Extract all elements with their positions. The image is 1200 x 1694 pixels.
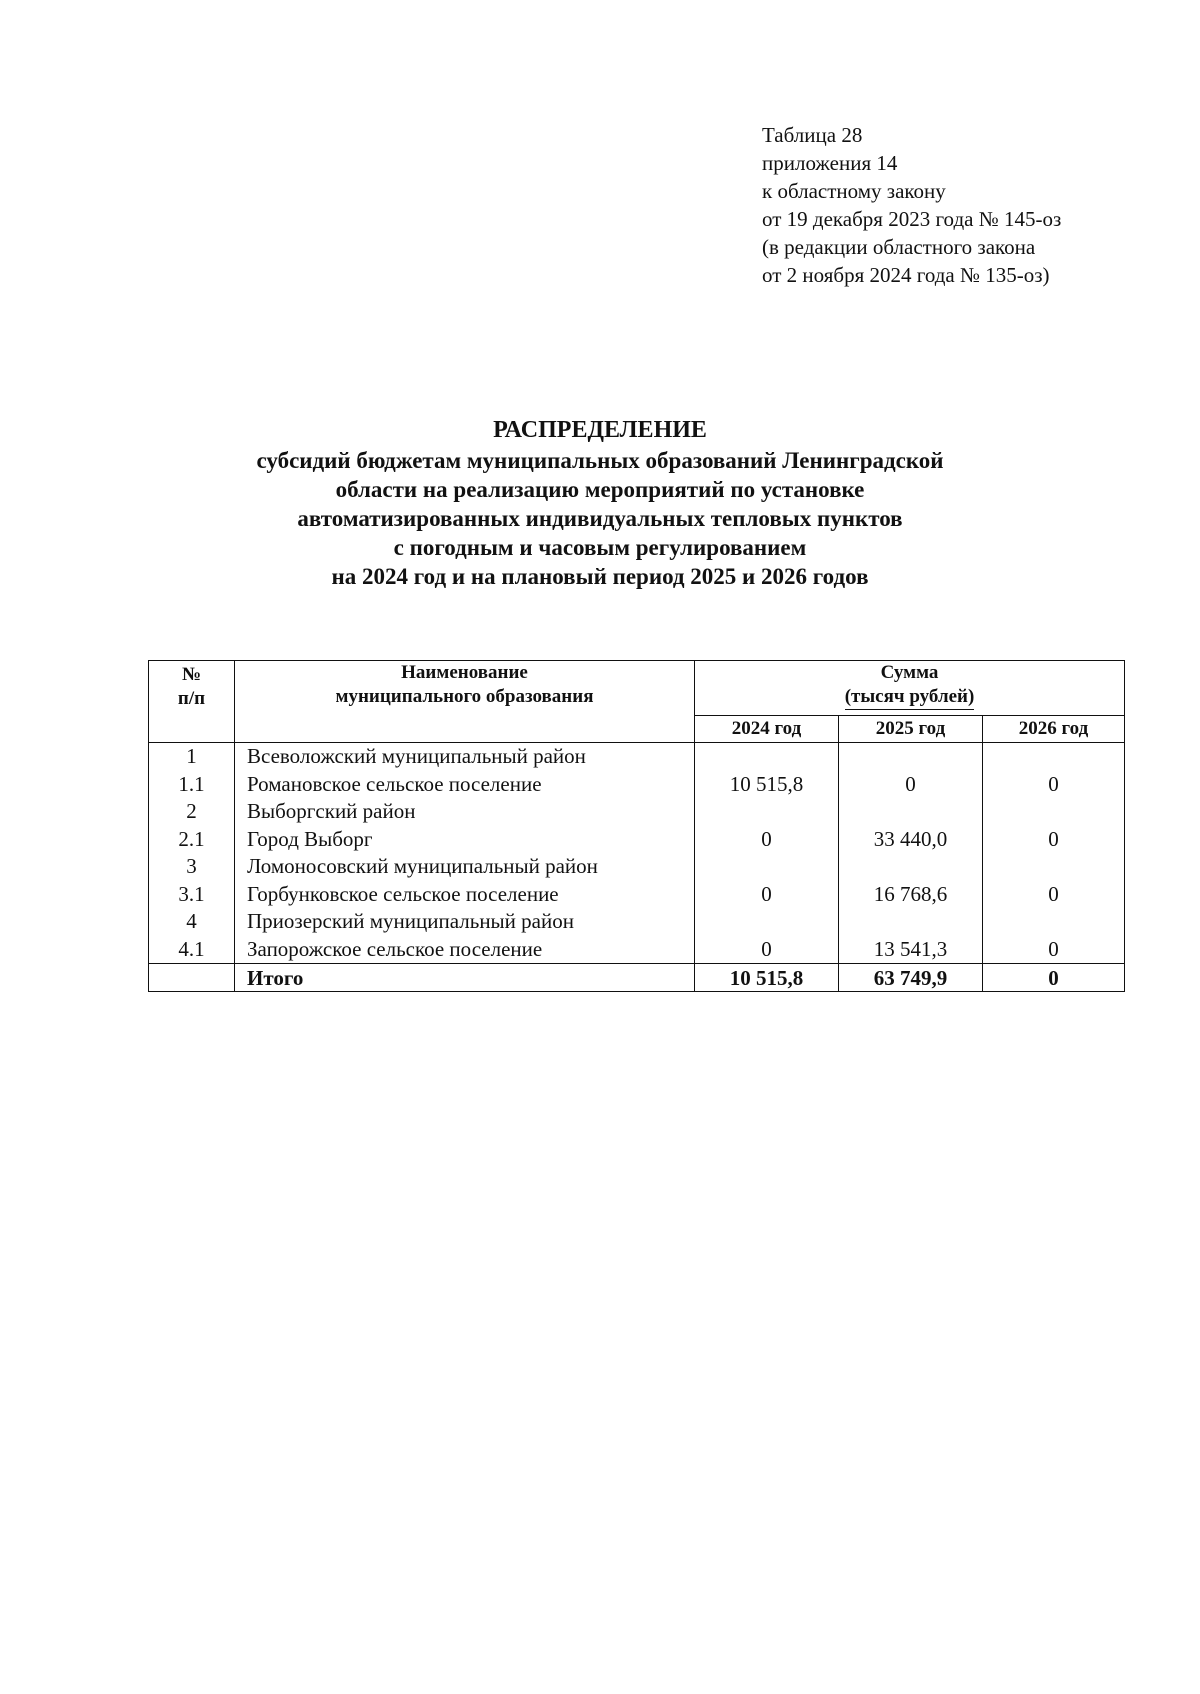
title-line: области на реализацию мероприятий по установке xyxy=(335,477,865,502)
row-value-2025: 0 xyxy=(839,771,983,799)
row-value-2025 xyxy=(839,853,983,881)
row-value-2026: 0 xyxy=(983,826,1125,854)
row-number: 1 xyxy=(149,743,235,771)
row-municipality: Приозерский муниципальный район xyxy=(235,908,695,936)
total-value-2026: 0 xyxy=(983,964,1125,992)
title-line: на 2024 год и на плановый период 2025 и 2026 годов xyxy=(331,564,869,589)
header-year-2024: 2024 год xyxy=(695,716,839,743)
row-number: 3 xyxy=(149,853,235,881)
row-value-2026: 0 xyxy=(983,771,1125,799)
reference-line-revision: (в редакции областного закона xyxy=(762,235,1036,259)
row-municipality: Город Выборг xyxy=(235,826,695,854)
header-sum-line1: Сумма xyxy=(880,662,939,683)
table-row xyxy=(149,798,1125,826)
row-municipality: Ломоносовский муниципальный район xyxy=(235,853,695,881)
reference-line-law-date: от 19 декабря 2023 года № 145-оз xyxy=(762,207,1062,231)
row-value-2025: 13 541,3 xyxy=(839,936,983,964)
row-number: 2 xyxy=(149,798,235,826)
row-municipality: Романовское сельское поселение xyxy=(235,771,695,799)
header-name xyxy=(235,661,695,743)
row-number: 4 xyxy=(149,908,235,936)
row-value-2024: 0 xyxy=(695,881,839,909)
header-number xyxy=(149,661,235,743)
row-value-2026: 0 xyxy=(983,881,1125,909)
header-year-2026: 2026 год xyxy=(983,716,1125,743)
title-line: с погодным и часовым регулированием xyxy=(393,535,807,560)
table-row xyxy=(149,771,1125,799)
row-value-2026 xyxy=(983,798,1125,826)
reference-line-table-number: Таблица 28 xyxy=(762,123,863,147)
header-number-symbol: № xyxy=(181,664,202,685)
row-value-2024: 0 xyxy=(695,826,839,854)
subsidy-distribution-table xyxy=(148,660,1125,992)
row-value-2025 xyxy=(839,908,983,936)
reference-line-law: к областному закону xyxy=(762,179,946,203)
row-number: 4.1 xyxy=(149,936,235,964)
row-municipality: Запорожское сельское поселение xyxy=(235,936,695,964)
row-value-2026 xyxy=(983,853,1125,881)
table-row xyxy=(149,936,1125,964)
title-line: субсидий бюджетам муниципальных образований Ленинградской xyxy=(256,448,944,473)
title-line: автоматизированных индивидуальных тепловых пунктов xyxy=(297,506,903,531)
header-sum xyxy=(695,661,1125,716)
table-row xyxy=(149,881,1125,909)
table-row xyxy=(149,826,1125,854)
row-value-2026 xyxy=(983,908,1125,936)
row-value-2025 xyxy=(839,798,983,826)
table-row xyxy=(149,743,1125,771)
row-number: 1.1 xyxy=(149,771,235,799)
table-row xyxy=(149,908,1125,936)
row-number: 3.1 xyxy=(149,881,235,909)
header-name-line1: Наименование xyxy=(401,662,528,683)
row-value-2024 xyxy=(695,853,839,881)
row-value-2024: 0 xyxy=(695,936,839,964)
row-municipality: Выборгский район xyxy=(235,798,695,826)
reference-line-appendix: приложения 14 xyxy=(762,151,898,175)
header-year-2025: 2025 год xyxy=(839,716,983,743)
title-heading: РАСПРЕДЕЛЕНИЕ xyxy=(493,417,707,443)
total-row xyxy=(149,964,1125,992)
row-value-2024 xyxy=(695,908,839,936)
row-municipality: Всеволожский муниципальный район xyxy=(235,743,695,771)
total-value-2025: 63 749,9 xyxy=(839,964,983,992)
header-name-line2: муниципального образования xyxy=(335,686,594,707)
total-label: Итого xyxy=(235,964,695,992)
document-title xyxy=(0,416,1200,591)
row-value-2024: 10 515,8 xyxy=(695,771,839,799)
row-value-2025: 16 768,6 xyxy=(839,881,983,909)
row-value-2025 xyxy=(839,743,983,771)
row-value-2025: 33 440,0 xyxy=(839,826,983,854)
row-value-2024 xyxy=(695,798,839,826)
total-value-2024: 10 515,8 xyxy=(695,964,839,992)
header-sum-unit: (тысяч рублей) xyxy=(845,685,975,710)
header-number-abbrev: п/п xyxy=(177,688,206,709)
total-number-cell xyxy=(149,964,235,992)
table-row xyxy=(149,853,1125,881)
row-value-2026 xyxy=(983,743,1125,771)
row-value-2024 xyxy=(695,743,839,771)
table-reference-block xyxy=(762,121,1162,289)
reference-line-revision-date: от 2 ноября 2024 года № 135-оз) xyxy=(762,263,1050,287)
row-municipality: Горбунковское сельское поселение xyxy=(235,881,695,909)
row-value-2026: 0 xyxy=(983,936,1125,964)
row-number: 2.1 xyxy=(149,826,235,854)
